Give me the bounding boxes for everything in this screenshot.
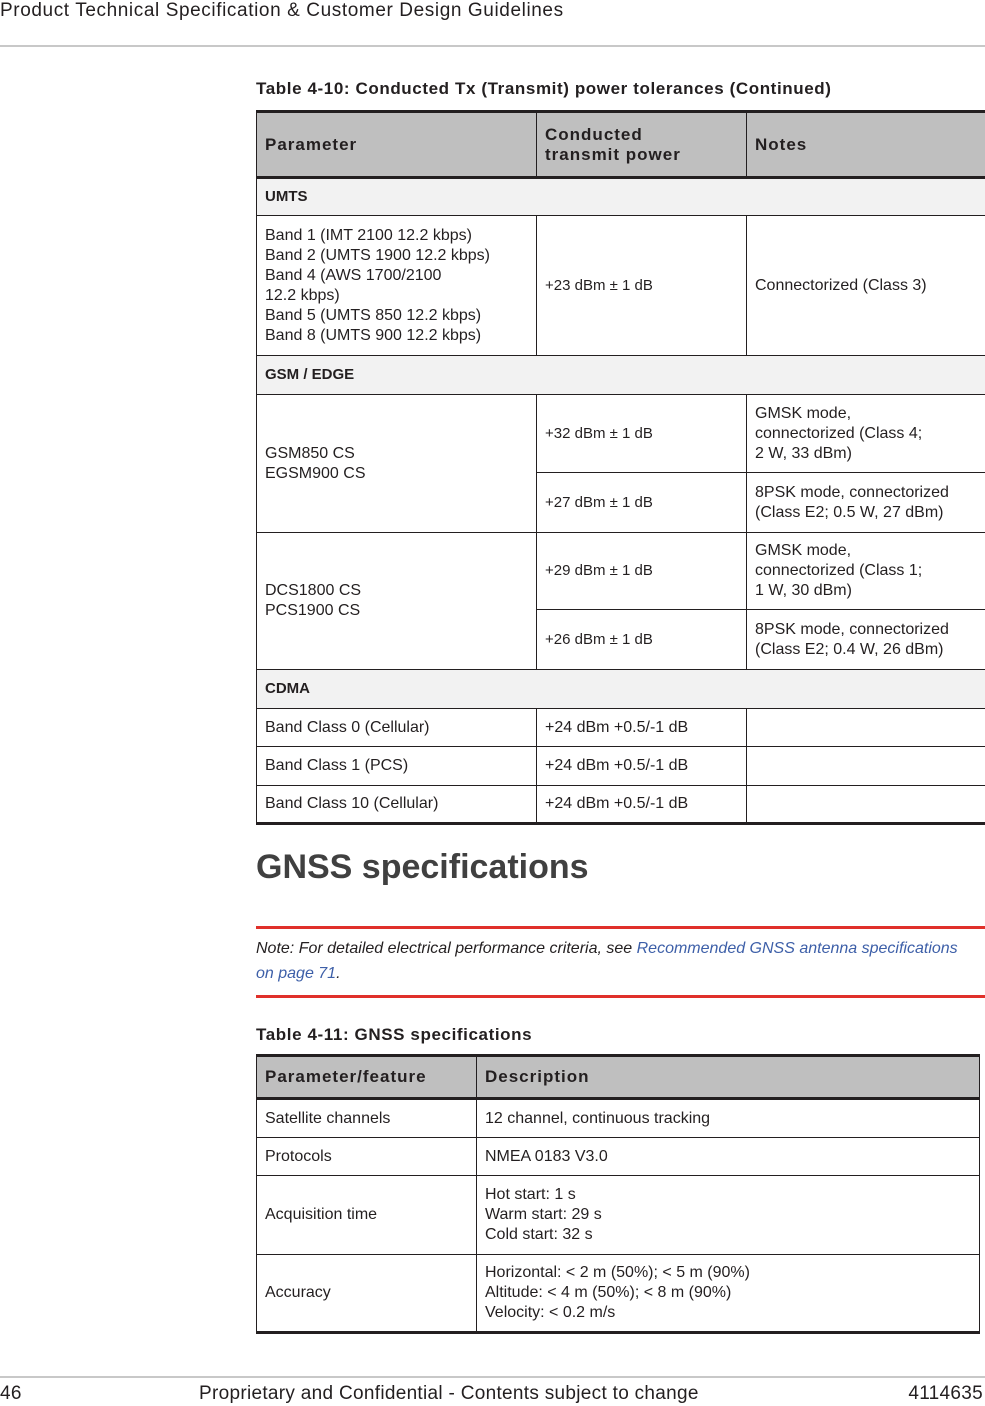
- notes-cell: 8PSK mode, connectorized (Class E2; 0.5 W, 27 dBm): [747, 473, 985, 533]
- table-caption: Table 4-10: Conducted Tx (Transmit) power tolerances (Continued): [256, 79, 832, 98]
- note-text-end: .: [336, 965, 341, 982]
- parameter-cell: GSM850 CS EGSM900 CS: [257, 395, 537, 533]
- column-header: Parameter: [257, 112, 537, 178]
- parameter-cell: Band Class 1 (PCS): [257, 747, 537, 786]
- tx-power-table: [256, 110, 985, 825]
- note-text: Note: For detailed electrical performance criteria, see: [256, 940, 637, 957]
- description-cell: Hot start: 1 s Warm start: 29 s Cold start: 32 s: [477, 1176, 980, 1255]
- table-row: [257, 786, 985, 824]
- power-cell: +24 dBm +0.5/-1 dB: [537, 709, 747, 747]
- notes-cell: [747, 709, 985, 747]
- column-header: Notes: [747, 112, 985, 178]
- table-header-row: [257, 112, 985, 178]
- section-heading: GNSS specifications: [256, 848, 589, 886]
- section-label: GSM / EDGE: [257, 356, 985, 395]
- note-bottom-rule: [256, 995, 985, 998]
- power-cell: +26 dBm ± 1 dB: [537, 610, 747, 670]
- note-top-rule: [256, 926, 985, 929]
- section-row: [257, 356, 985, 395]
- table-row: [257, 747, 985, 786]
- running-header: Product Technical Specification & Customer Design Guidelines: [0, 0, 564, 21]
- notes-cell: GMSK mode, connectorized (Class 4; 2 W, 33 dBm): [747, 395, 985, 473]
- page-number: 46: [0, 1383, 22, 1404]
- parameter-cell: Band 1 (IMT 2100 12.2 kbps) Band 2 (UMTS 1900 12.2 kbps) Band 4 (AWS 1700/2100 12.2 kbps) Band 5 (UMTS 850 12.2 kbps) Band 8 (UMTS 900 12.2 kbps): [257, 216, 537, 356]
- table-row: [257, 216, 985, 356]
- document-number: 4114635: [908, 1383, 983, 1404]
- notes-cell: [747, 786, 985, 824]
- notes-cell: [747, 747, 985, 786]
- parameter-cell: Acquisition time: [257, 1176, 477, 1255]
- table-row: [257, 395, 985, 473]
- table-caption: Table 4-11: GNSS specifications: [256, 1025, 533, 1044]
- description-cell: 12 channel, continuous tracking: [477, 1099, 980, 1138]
- description-cell: NMEA 0183 V3.0: [477, 1138, 980, 1176]
- gnss-spec-table: [256, 1054, 980, 1334]
- notes-cell: GMSK mode, connectorized (Class 1; 1 W, 30 dBm): [747, 533, 985, 610]
- table-row: [257, 1255, 980, 1333]
- parameter-cell: Protocols: [257, 1138, 477, 1176]
- table-row: [257, 1138, 980, 1176]
- power-cell: +29 dBm ± 1 dB: [537, 533, 747, 610]
- footer-notice: Proprietary and Confidential - Contents subject to change: [199, 1383, 699, 1404]
- parameter-cell: Band Class 10 (Cellular): [257, 786, 537, 824]
- parameter-cell: Band Class 0 (Cellular): [257, 709, 537, 747]
- note-box: [256, 936, 976, 986]
- power-cell: +24 dBm +0.5/-1 dB: [537, 786, 747, 824]
- section-row: [257, 670, 985, 709]
- section-label: CDMA: [257, 670, 985, 709]
- header-divider: [0, 45, 985, 47]
- parameter-cell: Satellite channels: [257, 1099, 477, 1138]
- section-label: UMTS: [257, 178, 985, 216]
- power-cell: +32 dBm ± 1 dB: [537, 395, 747, 473]
- parameter-cell: DCS1800 CS PCS1900 CS: [257, 533, 537, 670]
- table-row: [257, 1099, 980, 1138]
- table-row: [257, 533, 985, 610]
- column-header: Conducted transmit power: [537, 112, 747, 178]
- power-cell: +27 dBm ± 1 dB: [537, 473, 747, 533]
- column-header: Description: [477, 1056, 980, 1099]
- footer-divider: [0, 1376, 985, 1378]
- cross-reference-link[interactable]: Recommended GNSS antenna specifications on page 71: [256, 940, 958, 982]
- table-row: [257, 709, 985, 747]
- table-header-row: [257, 1056, 980, 1099]
- power-cell: +24 dBm +0.5/-1 dB: [537, 747, 747, 786]
- notes-cell: Connectorized (Class 3): [747, 216, 985, 356]
- section-row: [257, 178, 985, 216]
- column-header: Parameter/feature: [257, 1056, 477, 1099]
- notes-cell: 8PSK mode, connectorized (Class E2; 0.4 W, 26 dBm): [747, 610, 985, 670]
- power-cell: +23 dBm ± 1 dB: [537, 216, 747, 356]
- parameter-cell: Accuracy: [257, 1255, 477, 1333]
- description-cell: Horizontal: < 2 m (50%); < 5 m (90%) Altitude: < 4 m (50%); < 8 m (90%) Velocity: < 0.2 m/s: [477, 1255, 980, 1333]
- table-row: [257, 1176, 980, 1255]
